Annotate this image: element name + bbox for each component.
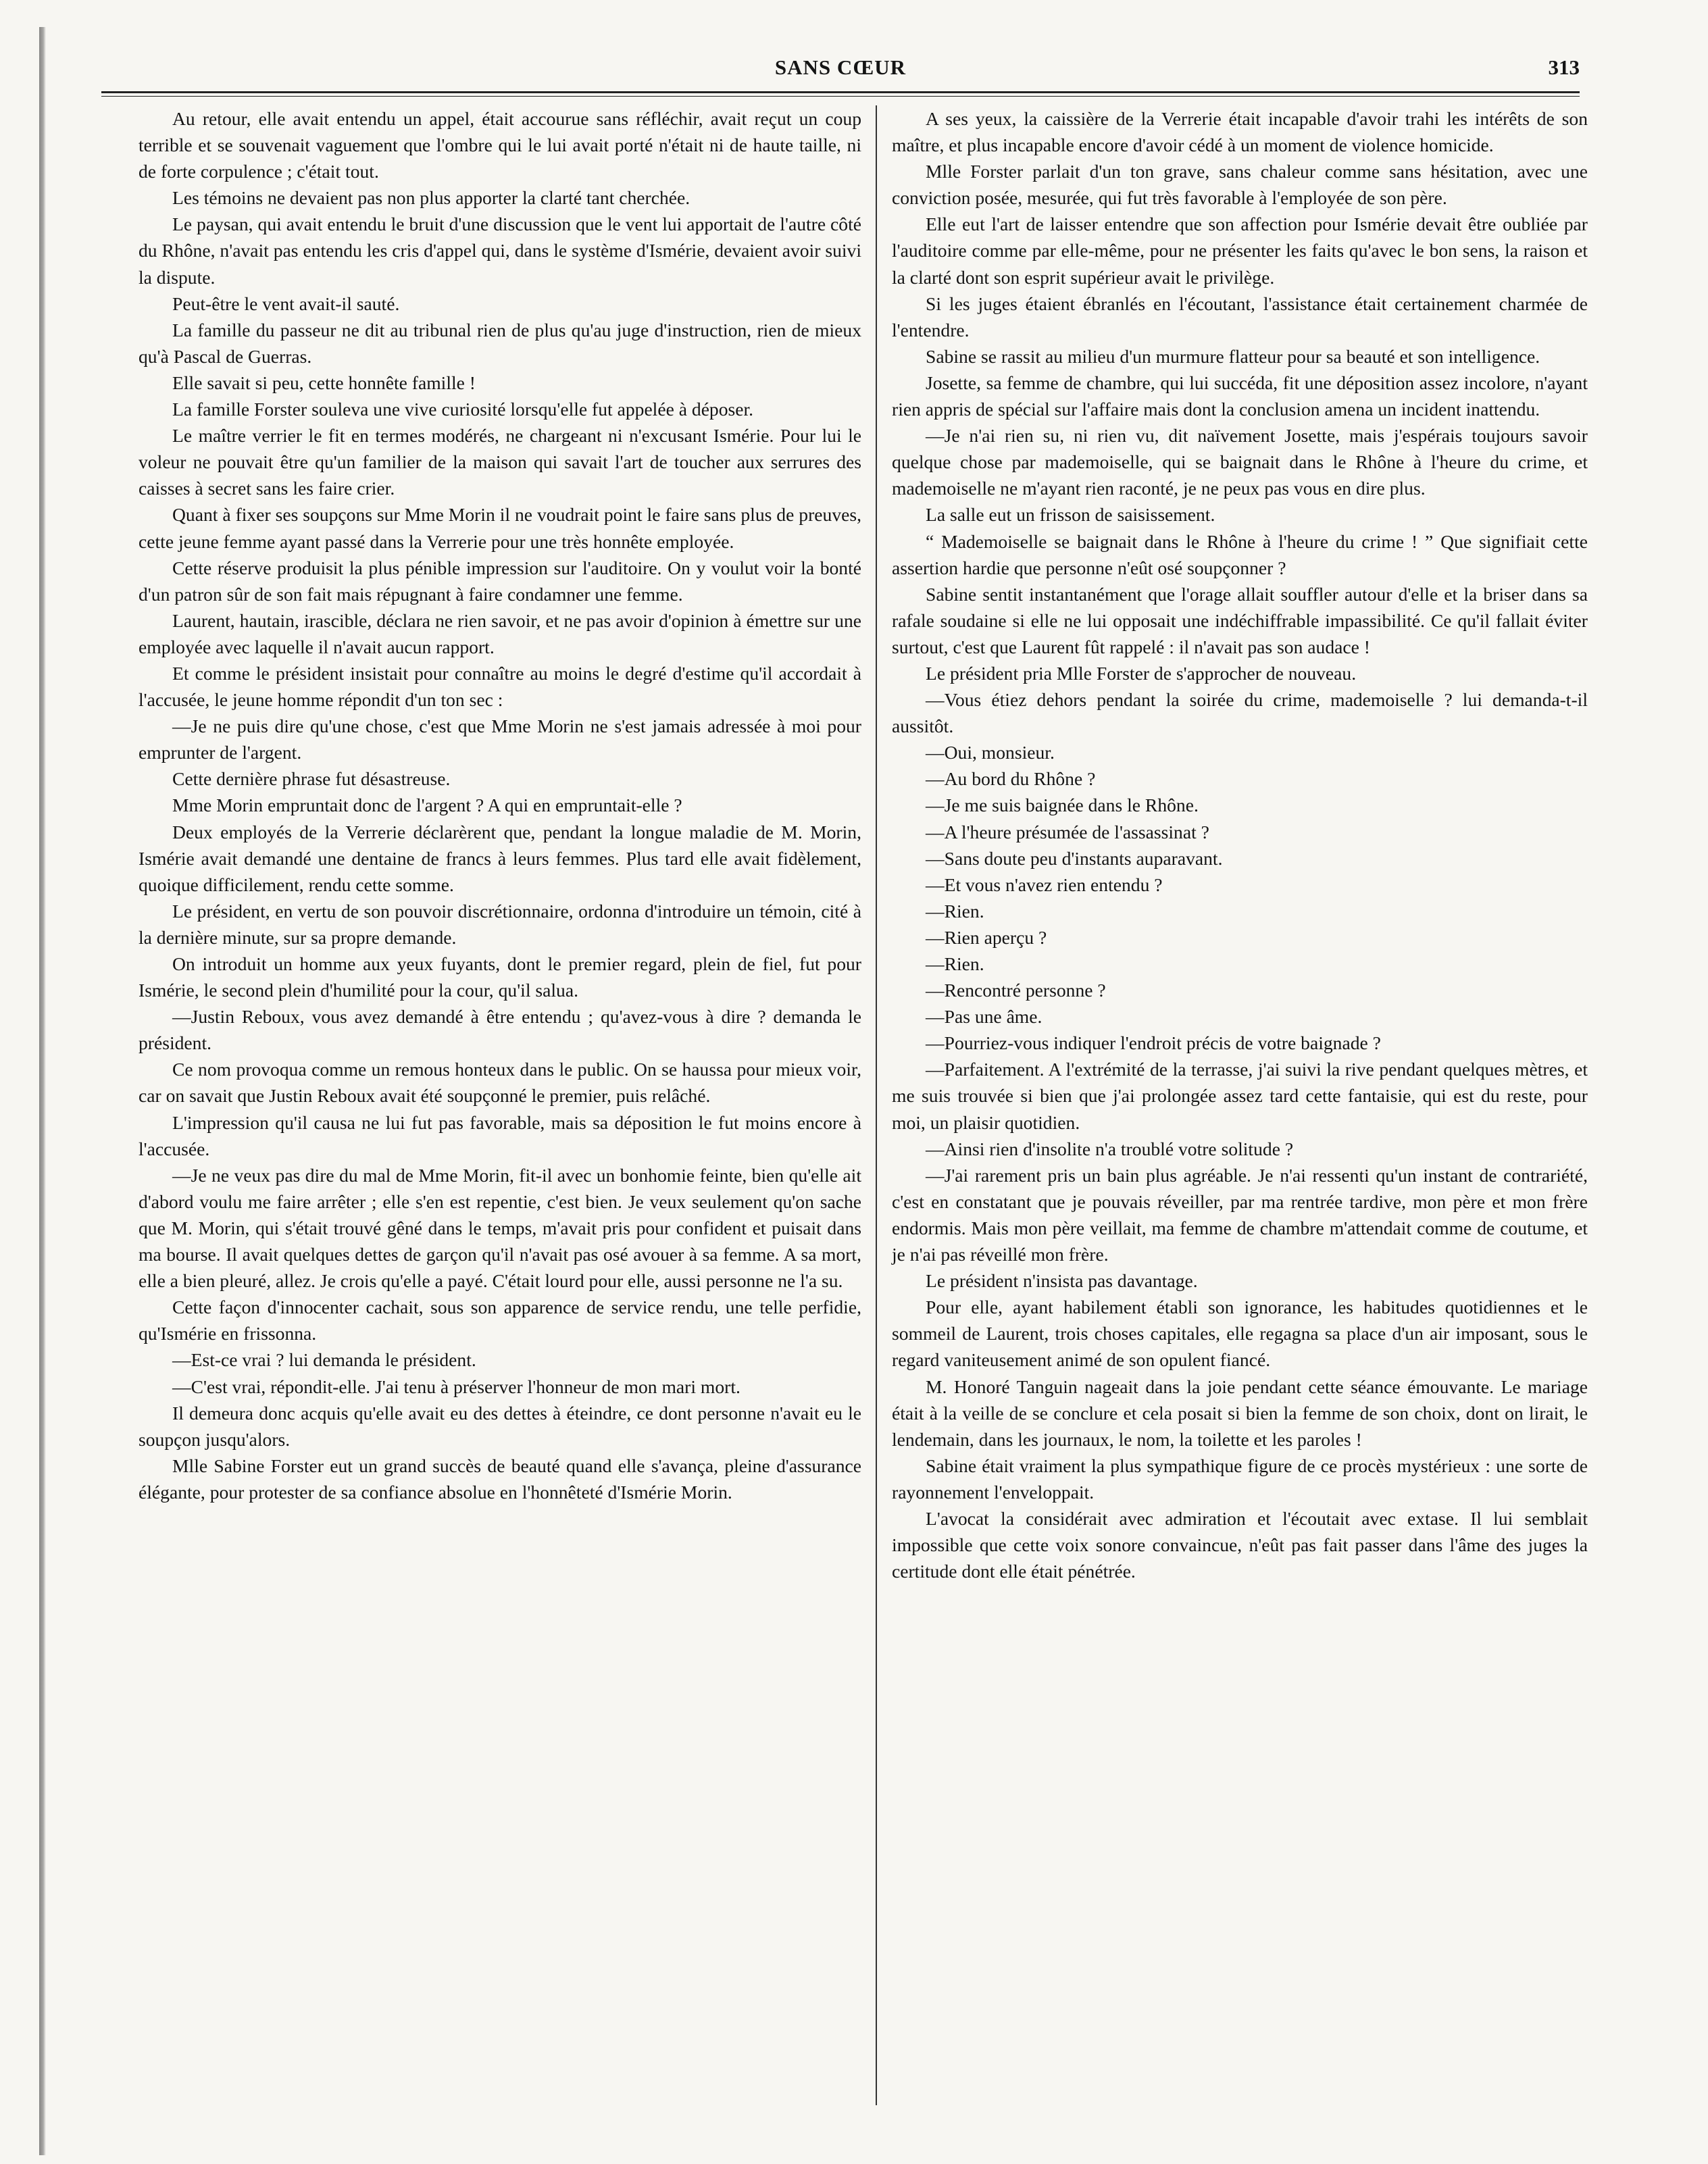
paragraph: “ Mademoiselle se baignait dans le Rhône à l'heure du crime ! ” Que signifiait cette assertion hardie que personne n'eût osé soupçonner ? [892,530,1588,578]
paragraph: Si les juges étaient ébranlés en l'écoutant, l'assistance était certainement charmée de l'entendre. [892,293,1588,341]
paragraph: Sabine sentit instantanément que l'orage allait souffler autour d'elle et la briser dans sa rafale soudaine si elle ne lui opposait une indéchiffrable impassibilité. Ce qu'il fallait éviter surtout, c'est que Laurent fût rappelé : il n'avait pas son audace ! [892,583,1588,657]
paragraph: —Est-ce vrai ? lui demanda le président. [172,1349,476,1371]
paragraph: —Je ne veux pas dire du mal de Mme Morin, fit-il avec un bonhomie feinte, bien qu'elle ait d'abord voulu me faire arrêter ; elle s'en est repentie, c'est bien. Je veux seulement qu'on sache que M. Morin, qui s'était trouvé gêné dans le temps, m'avait pris pour confident et puisait dans ma bourse. Il avait quelques dettes de garçon qu'il n'avait pas osé avouer à sa femme. A sa mort, elle a bien pleuré, allez. Je crois qu'elle a payé. C'était lourd pour elle, aussi personne ne l'a su. [139,1164,861,1292]
paragraph: Cette façon d'innocenter cachait, sous son apparence de service rendu, une telle perfidie, qu'Ismérie en frissonna. [139,1297,861,1344]
paragraph: —Pourriez-vous indiquer l'endroit précis de votre baignade ? [926,1032,1381,1054]
paragraph: —Au bord du Rhône ? [926,768,1096,790]
paragraph: —Rien. [926,900,984,922]
paragraph: Sabine était vraiment la plus sympathique figure de ce procès mystérieux : une sorte de rayonnement l'enveloppait. [892,1455,1588,1503]
paragraph: Deux employés de la Verrerie déclarèrent que, pendant la longue maladie de M. Morin, Ismérie avait demandé une dentaine de francs à leurs femmes. Plus tard elle avait fidèlement, quoique difficilement, rendu cette somme. [139,821,861,895]
paragraph: —Je ne puis dire qu'une chose, c'est que Mme Morin ne s'est jamais adressée à moi pour emprunter de l'argent. [139,715,861,763]
paragraph: —Pas une âme. [926,1006,1043,1028]
paragraph: A ses yeux, la caissière de la Verrerie était incapable d'avoir trahi les intérêts de son maître, et plus incapable encore d'avoir cédé à un moment de violence homicide. [892,108,1588,156]
column-divider [876,105,877,2105]
paragraph: Le président pria Mlle Forster de s'approcher de nouveau. [926,662,1357,684]
paragraph: Pour elle, ayant habilement établi son ignorance, les habitudes quotidiennes et le sommeil de Laurent, trois choses capitales, elle regagna sa place d'un air imposant, sous le regard vaniteusement animé de son opulent fiancé. [892,1297,1588,1371]
paragraph: Sabine se rassit au milieu d'un murmure flatteur pour sa beauté et son intelligence. [926,345,1540,367]
paragraph: —Rencontré personne ? [926,980,1106,1001]
paragraph: —Oui, monsieur. [926,742,1055,763]
paragraph: —Sans doute peu d'instants auparavant. [926,847,1223,869]
page-header [101,53,1580,93]
right-column [892,105,1588,1584]
paragraph: Le président, en vertu de son pouvoir discrétionnaire, ordonna d'introduire un témoin, cité à la dernière minute, sur sa propre demande. [139,900,861,948]
paragraph: Le président n'insista pas davantage. [926,1270,1198,1292]
paragraph: Laurent, hautain, irascible, déclara ne rien savoir, et ne pas avoir d'opinion à émettre sur une employée avec laquelle il n'avait aucun rapport. [139,609,861,657]
paragraph: Cette réserve produisit la plus pénible impression sur l'auditoire. On y voulut voir la bonté d'un patron sûr de son fait mais répugnant à faire condamner une femme. [139,557,861,605]
paragraph: —Vous étiez dehors pendant la soirée du crime, mademoiselle ? lui demanda-t-il aussitôt. [892,689,1588,737]
paragraph: Le maître verrier le fit en termes modérés, ne chargeant ni n'excusant Ismérie. Pour lui le voleur ne pouvait être qu'un familier de la maison qui savait l'art de toucher aux serrures des caisses à secret sans les faire crier. [139,425,861,499]
paragraph: —Je n'ai rien su, ni rien vu, dit naïvement Josette, mais j'espérais toujours savoir quelque chose par mademoiselle, qui se baignait dans le Rhône à l'heure du crime, et mademoiselle ne m'ayant rien raconté, je ne peux pas vous en dire plus. [892,425,1588,499]
page-number: 313 [1548,55,1580,79]
left-column [139,105,861,1505]
paragraph: La famille Forster souleva une vive curiosité lorsqu'elle fut appelée à déposer. [172,399,754,420]
paragraph: Elle savait si peu, cette honnête famille ! [172,372,476,393]
paragraph: Mlle Sabine Forster eut un grand succès de beauté quand elle s'avança, pleine d'assurance élégante, pour protester de sa confiance absolue en l'honnêteté d'Ismérie Morin. [139,1455,861,1503]
paragraph: Peut-être le vent avait-il sauté. [172,293,400,314]
paragraph: Josette, sa femme de chambre, qui lui succéda, fit une déposition assez incolore, n'ayant rien appris de spécial sur l'affaire mais dont la conclusion amena un incident inattendu. [892,372,1588,420]
paragraph: —J'ai rarement pris un bain plus agréable. Je n'ai ressenti qu'un instant de contrariété, c'est en constatant que je pouvais réveiller, par ma rentrée tardive, mon père et mon frère endormis. Mais mon père veillait, ma femme de chambre m'attendait comme de coutume, et je n'ai pas réveillé mon frère. [892,1164,1588,1265]
paragraph: Et comme le président insistait pour connaître au moins le degré d'estime qu'il accordait à l'accusée, le jeune homme répondit d'un ton sec : [139,662,861,711]
paragraph: —C'est vrai, répondit-elle. J'ai tenu à préserver l'honneur de mon mari mort. [172,1376,740,1397]
page-binding-edge [39,27,46,2155]
paragraph: Cette dernière phrase fut désastreuse. [172,768,451,790]
paragraph: L'impression qu'il causa ne lui fut pas favorable, mais sa déposition le fut moins encore à l'accusée. [139,1111,861,1159]
paragraph: L'avocat la considérait avec admiration et l'écoutait avec extase. Il lui semblait impossible que cette voix sonore convaincue, n'eût pas fait passer dans l'âme des juges la certitude dont elle était pénétrée. [892,1507,1588,1582]
paragraph: —A l'heure présumée de l'assassinat ? [926,821,1209,842]
paragraph: Le paysan, qui avait entendu le bruit d'une discussion que le vent lui apportait de l'autre côté du Rhône, n'avait pas entendu les cris d'appel qui, dans le système d'Ismérie, devaient avoir suivi la dispute. [139,213,861,288]
paragraph: Il demeura donc acquis qu'elle avait eu des dettes à éteindre, ce dont personne n'avait eu le soupçon jusqu'alors. [139,1402,861,1450]
header-rule [101,91,1580,97]
paragraph: Ce nom provoqua comme un remous honteux dans le public. On se haussa pour mieux voir, car on savait que Justin Reboux avait été soupçonné le premier, puis relâché. [139,1059,861,1107]
paragraph: —Rien. [926,953,984,974]
paragraph: —Et vous n'avez rien entendu ? [926,874,1163,895]
paragraph: Mme Morin empruntait donc de l'argent ? A qui en empruntait-elle ? [172,795,682,816]
paragraph: On introduit un homme aux yeux fuyants, dont le premier regard, plein de fiel, fut pour Ismérie, le second plein d'humilité pour la cour, qu'il salua. [139,953,861,1001]
paragraph: Elle eut l'art de laisser entendre que son affection pour Ismérie devait être oubliée par l'auditoire comme par elle-même, pour ne présenter les faits qu'avec le bon sens, la raison et la clarté dont son esprit supérieur avait le privilège. [892,213,1588,288]
paragraph: —Rien aperçu ? [926,926,1047,948]
paragraph: —Ainsi rien d'insolite n'a troublé votre solitude ? [926,1138,1294,1159]
paragraph: Quant à fixer ses soupçons sur Mme Morin il ne voudrait point le faire sans plus de preuves, cette jeune femme ayant passé dans la Verrerie pour une très honnête employée. [139,504,861,552]
paragraph: La salle eut un frisson de saisissement. [926,504,1215,526]
paragraph: —Parfaitement. A l'extrémité de la terrasse, j'ai suivi la rive pendant quelques mètres, et me suis trouvée si bien que j'ai prolongée assez tard cette fantaisie, qui est du reste, pour moi, un plaisir quotidien. [892,1059,1588,1133]
paragraph: Les témoins ne devaient pas non plus apporter la clarté tant cherchée. [172,187,690,209]
paragraph: Au retour, elle avait entendu un appel, était accourue sans réfléchir, avait reçut un coup terrible et se souvenait vaguement que l'ombre qui le lui avait porté n'était ni de haute taille, ni de forte corpulence ; c'était tout. [139,108,861,182]
running-title: SANS CŒUR [774,55,907,79]
paragraph: Mlle Forster parlait d'un ton grave, sans chaleur comme sans hésitation, avec une conviction posée, mesurée, qui fut très favorable à l'employée de son père. [892,161,1588,209]
paragraph: —Justin Reboux, vous avez demandé à être entendu ; qu'avez-vous à dire ? demanda le président. [139,1006,861,1054]
paragraph: M. Honoré Tanguin nageait dans la joie pendant cette séance émouvante. Le mariage était à la veille de se conclure et cela posait si bien la femme de son choix, dont on lirait, le lendemain, dans les journaux, le nom, la toilette et les paroles ! [892,1376,1588,1450]
paragraph: —Je me suis baignée dans le Rhône. [926,795,1199,816]
paragraph: La famille du passeur ne dit au tribunal rien de plus qu'au juge d'instruction, rien de mieux qu'à Pascal de Guerras. [139,319,861,367]
